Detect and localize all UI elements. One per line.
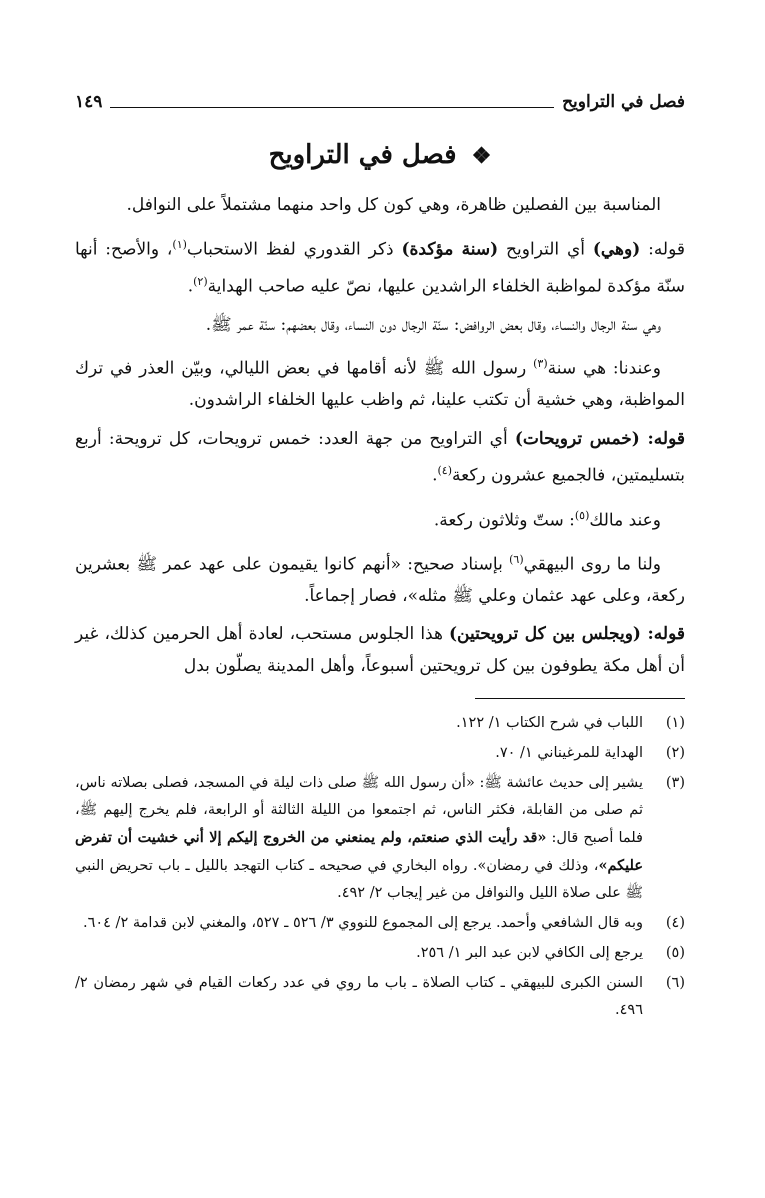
text-run: ، وذلك في رمضان». رواه البخاري في صحيحه ـ كتاب التهجد بالليل ـ باب تحريض النبي ﷺ على صلاة الليل والنوافل من غير إيجاب ٢/ ٤٩٢. [75,858,643,901]
paragraph-1-text: المناسبة بين الفصلين ظاهرة، وهي كون كل واحد منهما مشتملاً على النوافل. [126,195,661,215]
paragraph-5 [75,424,685,493]
footnote-ref: (١) [172,237,187,251]
footnote-3 [75,770,685,907]
footnote-text: اللباب في شرح الكتاب ١/ ١٢٢. [456,715,643,731]
text-run: رسول الله ﷺ لأنه أقامها في بعض الليالي، وبيّن العذر في ترك المواظبة، وهي خشية أن تكتب علينا، ثم واظب عليها الخلفاء الراشدون. [75,358,685,411]
bold-term: (ويجلس بين كل ترويحتين) [448,624,641,645]
ornament-icon: ❖ [471,143,492,169]
paragraph-3 [75,310,685,342]
footnote-text [75,770,643,907]
text-run: ذكر القدوري لفظ الاستحباب [186,239,402,260]
footnotes [75,710,685,1027]
text-run: قوله: [640,239,686,260]
text-run: أي التراويح من جهة العدد: خمس ترويحات، كل ترويحة: أربع بتسليمتين، فالجميع عشرون ركعة [75,428,685,487]
footnote-text: الهداية للمرغيناني ١/ ٧٠. [495,745,643,761]
footnote-number: (٦) [665,975,685,991]
bold-term: (سنة مؤكدة) [401,239,499,260]
text-run: يشير إلى حديث عائشة ﷺ: «أن رسول الله ﷺ صلى ذات ليلة في المسجد، فصلى بصلاته ناس، ثم صلى من القابلة، فكثر الناس، ثم اجتمعوا من الليلة الثالثة أو الرابعة، فلم يخرج إليهم ﷺ، فلما أصبح قال: [75,775,643,846]
paragraph-7 [75,544,685,613]
footnote-2 [75,740,685,767]
text-run: . [187,276,194,297]
text-run: بإسناد صحيح: «أنهم كانوا يقيمون على عهد عمر ﷺ بعشرين ركعة، وعلى عهد عثمان وعلي ﷺ مثله»، فصار إجماعاً. [75,554,685,606]
bold-term: (خمس ترويحات) [514,428,640,449]
footnote-number: (٥) [665,945,685,961]
running-header-title: فصل في التراويح [562,92,685,112]
bold-quote: «قد رأيت الذي صنعتم، ولم يمنعني من الخروج إليكم إلا أني خشيت أن تفرض عليكم» [75,829,643,874]
page-number: ١٤٩ [75,92,103,112]
text-run: قوله: [639,428,686,449]
footnote-number: (٤) [665,915,685,931]
running-header [75,92,685,112]
footnote-ref: (٦) [509,552,524,566]
text-run: . [432,466,438,487]
footnote-number: (٢) [665,745,685,761]
footnote-number: (٣) [665,775,685,791]
footnote-6 [75,970,685,1024]
paragraph-6 [75,500,685,537]
paragraph-1 [75,190,685,222]
footnote-ref: (٣) [533,357,548,371]
footnote-text: وبه قال الشافعي وأحمد. يرجع إلى المجموع للنووي ٣/ ٥٢٦ ـ ٥٢٧، والمغني لابن قدامة ٢/ ٦٠٤. [82,915,643,931]
text-run: : ستّ وثلاثون ركعة. [433,510,575,531]
footnote-5 [75,940,685,967]
chapter-title: فصل في التراويح [268,140,457,170]
footnote-4 [75,910,685,937]
footnote-1 [75,710,685,737]
footnote-separator [475,698,685,699]
text-run: وعندنا: هي سنة [547,358,661,379]
footnote-ref: (٥) [574,508,590,522]
text-run: هذا الجلوس مستحب، لعادة أهل الحرمين كذلك، غير أن أهل مكة يطوفون بين كل ترويحتين أسبوعاً، وأهل المدينة يصلّون بدل [75,624,685,676]
header-rule [110,97,554,108]
footnote-ref: (٢) [193,274,208,288]
chapter-heading [75,140,685,170]
footnote-number: (١) [665,715,685,731]
text-run: أي التراويح [498,239,593,260]
text-run: ولنا ما روى البيهقي [523,554,661,575]
footnote-ref: (٤) [437,464,453,478]
footnote-text: السنن الكبرى للبيهقي ـ كتاب الصلاة ـ باب ما روي في عدد ركعات القيام في شهر رمضان ٢/ ٤٩٦. [75,975,643,1018]
paragraph-2 [75,229,685,303]
paragraph-4 [75,348,685,417]
paragraph-8 [75,619,685,682]
bold-term: (وهي) [592,239,641,260]
main-text [75,190,685,689]
text-run: قوله: [640,624,685,645]
footnote-text: يرجع إلى الكافي لابن عبد البر ١/ ٢٥٦. [416,945,643,961]
paragraph-3-text: وهي سنة الرجال والنساء، وقال بعض الروافض: سنّة الرجال دون النساء، وقال بعضهم: سنّة عمر ﷺ. [205,314,661,335]
text-run: ، والأصح: أنها سنّة مؤكدة لمواظبة الخلفاء الراشدين عليها، نصّ عليه صاحب الهداية [75,239,685,297]
text-run: وعند مالك [589,510,661,531]
